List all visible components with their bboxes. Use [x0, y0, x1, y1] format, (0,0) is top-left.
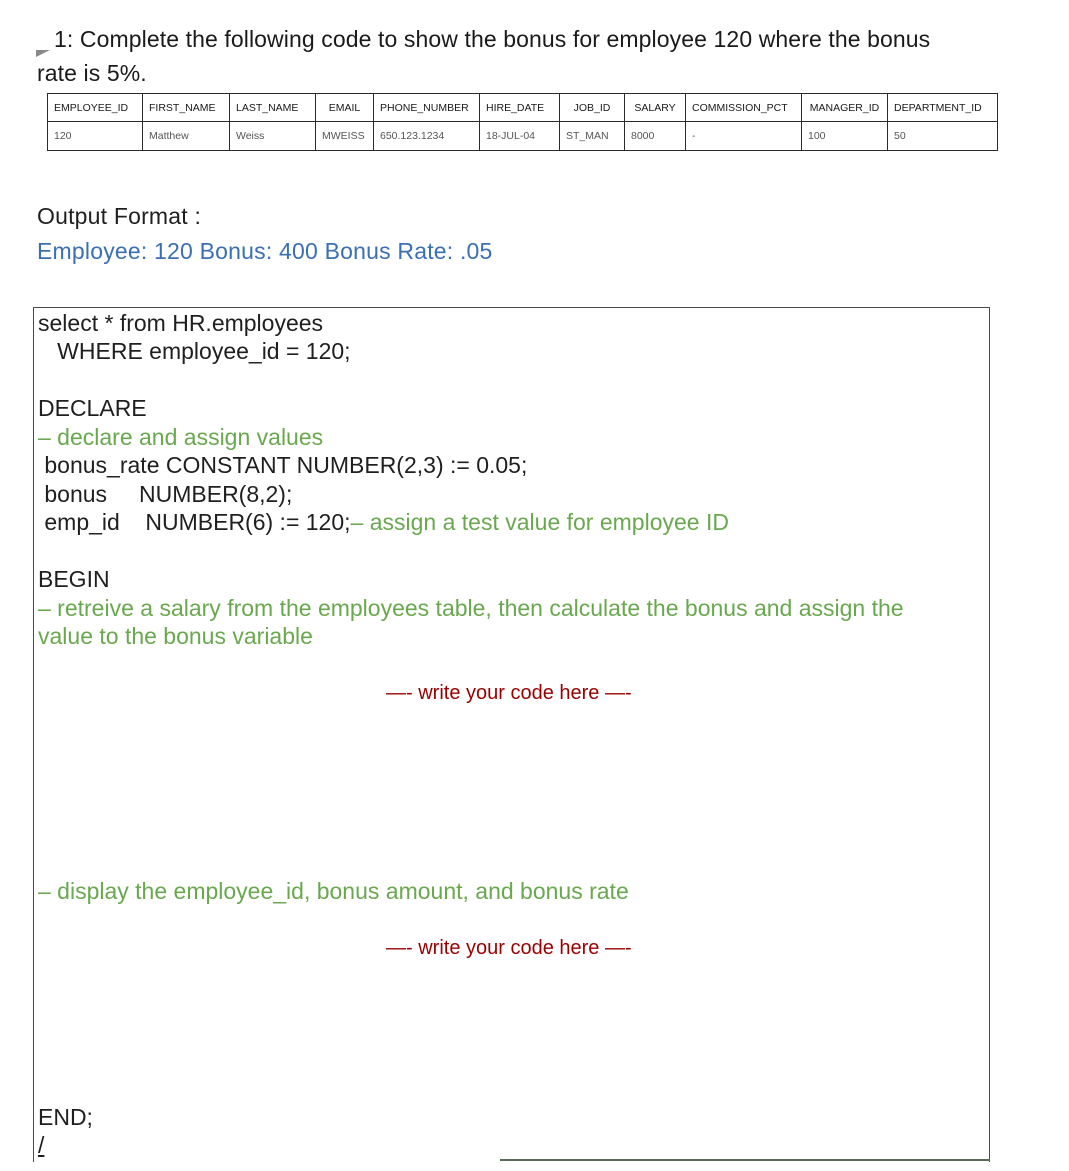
column-header: DEPARTMENT_ID	[888, 94, 998, 122]
table-cell: 650.123.1234	[374, 122, 480, 151]
question-line-2: rate is 5%.	[37, 60, 147, 86]
table-cell: 18-JUL-04	[480, 122, 560, 151]
code-bonus-rate-line: bonus_rate CONSTANT NUMBER(2,3) := 0.05;	[38, 452, 528, 478]
code-emp-id-line	[38, 508, 729, 537]
code-emp-id-declaration: emp_id NUMBER(6) := 120;	[38, 509, 351, 535]
code-placeholder-1: —- write your code here —-	[386, 682, 632, 704]
table-cell: 8000	[625, 122, 686, 151]
column-header: MANAGER_ID	[802, 94, 888, 122]
code-where-line: WHERE employee_id = 120;	[38, 338, 351, 364]
table-cell: 50	[888, 122, 998, 151]
table-cell: MWEISS	[316, 122, 374, 151]
table-cell: 100	[802, 122, 888, 151]
bottom-rule	[500, 1159, 990, 1161]
column-header: FIRST_NAME	[143, 94, 230, 122]
column-header: COMMISSION_PCT	[686, 94, 802, 122]
table-header-row	[48, 94, 998, 122]
table-cell: ST_MAN	[560, 122, 625, 151]
column-header: PHONE_NUMBER	[374, 94, 480, 122]
column-header: EMPLOYEE_ID	[48, 94, 143, 122]
code-begin-comment-2: value to the bonus variable	[38, 623, 313, 649]
code-display-comment: – display the employee_id, bonus amount, and bonus rate	[38, 878, 629, 904]
employee-table	[47, 93, 998, 151]
code-declare-comment: – declare and assign values	[38, 424, 324, 450]
table-cell: -	[686, 122, 802, 151]
code-begin-comment-1: – retreive a salary from the employees table, then calculate the bonus and assign the	[38, 595, 904, 621]
code-slash: /	[38, 1132, 45, 1158]
code-declare: DECLARE	[38, 395, 147, 421]
question-text	[37, 22, 1027, 90]
code-select-line: select * from HR.employees	[38, 310, 324, 336]
question-line-1: 1: Complete the following code to show the bonus for employee 120 where the bonus	[54, 26, 931, 52]
column-header: SALARY	[625, 94, 686, 122]
column-header: JOB_ID	[560, 94, 625, 122]
code-end: END;	[38, 1104, 93, 1130]
table-cell: Weiss	[230, 122, 316, 151]
code-bonus-line: bonus NUMBER(8,2);	[38, 481, 293, 507]
table-row	[48, 122, 998, 151]
code-begin: BEGIN	[38, 566, 110, 592]
column-header: HIRE_DATE	[480, 94, 560, 122]
code-placeholder-2: —- write your code here —-	[386, 937, 632, 959]
table-cell: 120	[48, 122, 143, 151]
column-header: LAST_NAME	[230, 94, 316, 122]
table-cell: Matthew	[143, 122, 230, 151]
output-format-value: Employee: 120 Bonus: 400 Bonus Rate: .05	[37, 238, 493, 264]
column-header: EMAIL	[316, 94, 374, 122]
code-emp-id-comment: – assign a test value for employee ID	[350, 509, 729, 535]
output-format-label: Output Format :	[37, 203, 202, 229]
